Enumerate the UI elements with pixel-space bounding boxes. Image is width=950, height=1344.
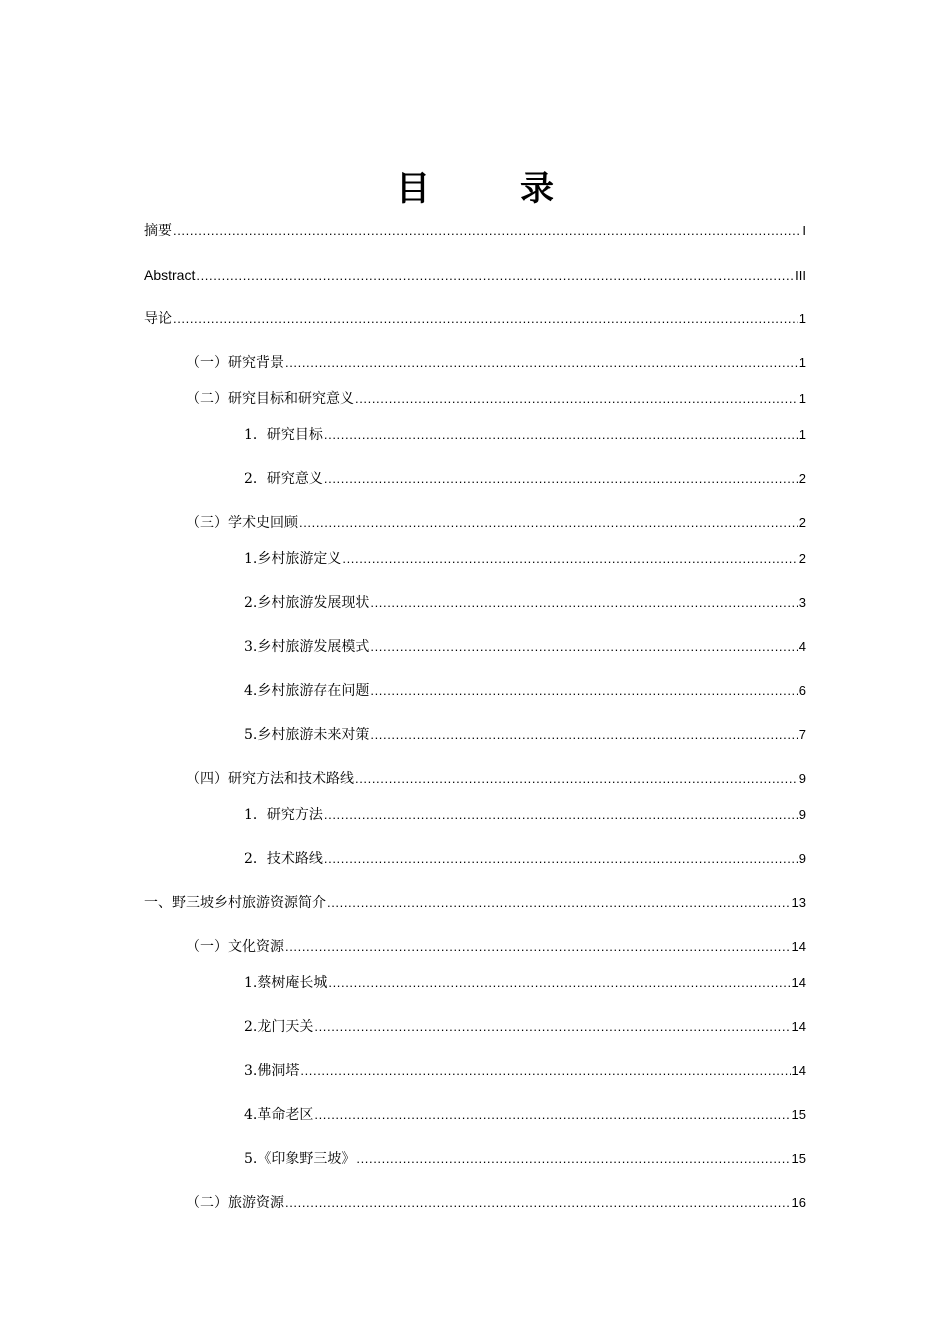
toc-entry-page: 2: [798, 551, 806, 566]
dot-leader: [370, 592, 797, 614]
dot-leader: [328, 972, 790, 994]
toc-entry-page: 4: [798, 639, 806, 654]
toc-entry-text: 5.乡村旅游未来对策: [244, 727, 370, 743]
toc-entry-page: 2: [798, 515, 806, 530]
toc-entry-background[interactable]: [186, 352, 806, 374]
page-title: 目 录: [396, 169, 582, 209]
toc-entry-significance[interactable]: [244, 468, 806, 490]
dot-leader: [355, 768, 798, 790]
dot-leader: [324, 468, 798, 490]
dot-leader: [299, 512, 798, 534]
toc-entry-page: 15: [791, 1151, 806, 1166]
dot-leader: [370, 636, 797, 658]
dot-leader: [314, 1104, 790, 1126]
dot-leader: [196, 265, 794, 287]
toc-entry-fodong-pagoda[interactable]: [244, 1060, 806, 1082]
toc-entry-page: 14: [791, 1063, 806, 1078]
toc-entry-text: （四）研究方法和技术路线: [186, 771, 354, 787]
toc-entry-text: 2.龙门天关: [244, 1019, 314, 1035]
toc-entry-text: 2．研究意义: [244, 471, 323, 487]
toc-entry-text: 导论: [144, 311, 172, 327]
toc-entry-problems[interactable]: [244, 680, 806, 702]
toc-entry-page: 16: [791, 1195, 806, 1210]
toc-entry-text: 摘要: [144, 223, 172, 239]
toc-entry-page: 7: [798, 727, 806, 742]
toc-entry-page: 6: [798, 683, 806, 698]
dot-leader: [285, 352, 798, 374]
toc-entry-text: 4.革命老区: [244, 1107, 314, 1123]
toc-entry-tech-route[interactable]: [244, 848, 806, 870]
dot-leader: [314, 1016, 790, 1038]
toc-entry-status[interactable]: [244, 592, 806, 614]
toc-entry-text: 5.《印象野三坡》: [244, 1151, 356, 1167]
toc-entry-text: 2.乡村旅游发展现状: [244, 595, 370, 611]
toc-entry-text: Abstract: [144, 267, 196, 283]
toc-entry-impression-show[interactable]: [244, 1148, 806, 1170]
toc-entry-introduction[interactable]: [144, 308, 806, 330]
dot-leader: [324, 424, 798, 446]
toc-entry-methods[interactable]: [244, 804, 806, 826]
toc-entry-page: 9: [798, 851, 806, 866]
toc-entry-page: 14: [791, 975, 806, 990]
toc-entry-literature-review[interactable]: [186, 512, 806, 534]
toc-entry-text: 2．技术路线: [244, 851, 323, 867]
toc-entry-page: 14: [791, 1019, 806, 1034]
dot-leader: [356, 1148, 790, 1170]
dot-leader: [342, 548, 797, 570]
toc-entry-text: （二）研究目标和研究意义: [186, 391, 354, 407]
toc-entry-great-wall[interactable]: [244, 972, 806, 994]
toc-entry-page: 1: [798, 355, 806, 370]
toc-entry-abstract-en[interactable]: [144, 264, 806, 286]
toc-entry-tourism-resources[interactable]: [186, 1192, 806, 1214]
dot-leader: [324, 804, 798, 826]
toc-entry-page: 2: [798, 471, 806, 486]
toc-entry-text: （一）研究背景: [186, 355, 284, 371]
toc-entry-text: （三）学术史回顾: [186, 515, 298, 531]
toc-entry-page: 3: [798, 595, 806, 610]
toc-entry-page: 15: [791, 1107, 806, 1122]
dot-leader: [355, 388, 798, 410]
toc-entry-text: 1.蔡树庵长城: [244, 975, 328, 991]
toc-entry-page: 13: [791, 895, 806, 910]
toc-entry-page: III: [795, 268, 806, 283]
toc-entry-cultural-resources[interactable]: [186, 936, 806, 958]
toc-entry-page: 14: [791, 939, 806, 954]
toc-entry-text: 3.佛洞塔: [244, 1063, 300, 1079]
toc-entry-text: 1．研究方法: [244, 807, 323, 823]
toc-entry-models[interactable]: [244, 636, 806, 658]
toc-entry-revolutionary-area[interactable]: [244, 1104, 806, 1126]
toc-entry-definition[interactable]: [244, 548, 806, 570]
toc-entry-methods-route[interactable]: [186, 768, 806, 790]
toc-entry-page: 9: [798, 771, 806, 786]
dot-leader: [300, 1060, 790, 1082]
toc-entry-page: 9: [798, 807, 806, 822]
toc-entry-countermeasures[interactable]: [244, 724, 806, 746]
toc-entry-abstract-cn[interactable]: [144, 220, 806, 242]
toc-entry-text: （二）旅游资源: [186, 1195, 284, 1211]
toc-entry-goals-significance[interactable]: [186, 388, 806, 410]
toc-entry-text: 4.乡村旅游存在问题: [244, 683, 370, 699]
toc-entry-goals[interactable]: [244, 424, 806, 446]
toc-entry-text: 3.乡村旅游发展模式: [244, 639, 370, 655]
toc-entry-text: （一）文化资源: [186, 939, 284, 955]
toc-entry-page: 1: [798, 427, 806, 442]
toc-entry-longmen-pass[interactable]: [244, 1016, 806, 1038]
dot-leader: [173, 220, 801, 242]
toc-entry-page: I: [802, 223, 806, 238]
dot-leader: [370, 680, 797, 702]
toc-entry-text: 1．研究目标: [244, 427, 323, 443]
toc-entry-text: 1.乡村旅游定义: [244, 551, 342, 567]
dot-leader: [324, 848, 798, 870]
dot-leader: [285, 936, 791, 958]
dot-leader: [285, 1192, 791, 1214]
dot-leader: [327, 892, 791, 914]
dot-leader: [370, 724, 797, 746]
toc-entry-text: 一、野三坡乡村旅游资源简介: [144, 895, 326, 911]
toc-entry-page: 1: [798, 311, 806, 326]
toc-entry-page: 1: [798, 391, 806, 406]
dot-leader: [173, 308, 798, 330]
toc-entry-chapter-1[interactable]: [144, 892, 806, 914]
